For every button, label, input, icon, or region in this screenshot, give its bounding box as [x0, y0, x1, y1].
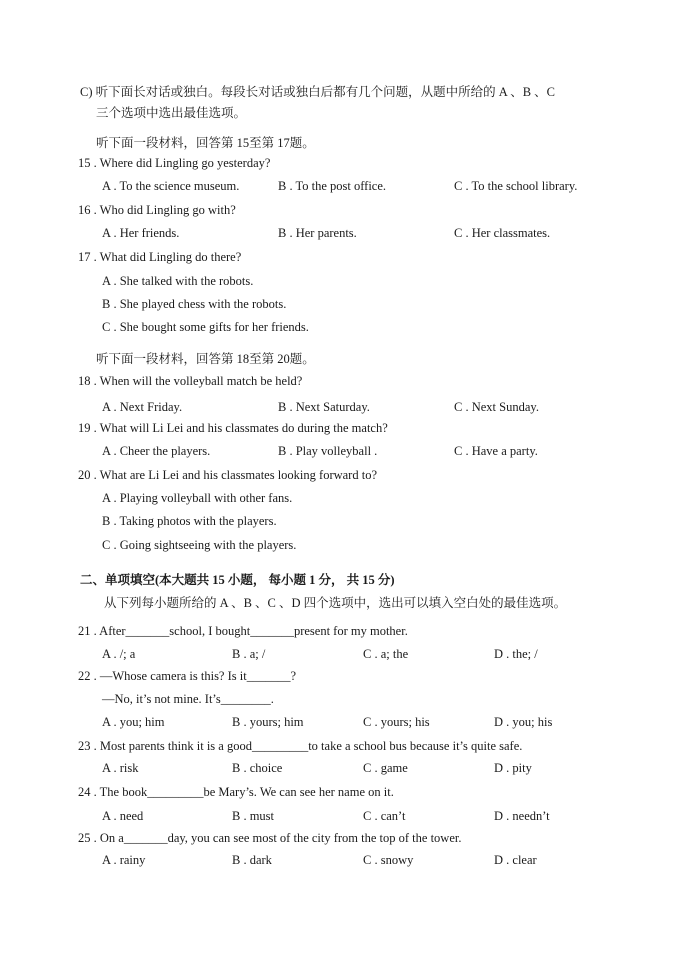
q19-option-a: A . Cheer the players. [102, 444, 211, 458]
question-20: 20 . What are Li Lei and his classmates looking forward to? [78, 468, 377, 482]
q21-option-c: C . a; the [363, 647, 409, 661]
question-18: 18 . When will the volleyball match be held? [78, 374, 303, 388]
question-22: 22 . —Whose camera is this? Is it_______? [78, 669, 297, 683]
q20-option-b: B . Taking photos with the players. [102, 514, 277, 528]
question-15: 15 . Where did Lingling go yesterday? [78, 156, 271, 170]
q19-option-c: C . Have a party. [454, 444, 538, 458]
section-c-line2: 三个选项中选出最佳选项。 [96, 106, 247, 120]
q23-option-c: C . game [363, 761, 408, 775]
q15-option-c: C . To the school library. [454, 179, 578, 193]
q20-option-a: A . Playing volleyball with other fans. [102, 491, 293, 505]
q25-option-c: C . snowy [363, 853, 414, 867]
question-22-reply: —No, it’s not mine. It’s________. [102, 692, 274, 706]
question-25: 25 . On a_______day, you can see most of the city from the top of the tower. [78, 831, 462, 845]
q19-option-b: B . Play volleyball . [278, 444, 378, 458]
listening-instruction-18-20: 听下面一段材料，回答第 18至第 20题。 [96, 352, 315, 366]
q25-option-d: D . clear [494, 853, 537, 867]
q23-option-b: B . choice [232, 761, 283, 775]
q15-option-a: A . To the science museum. [102, 179, 240, 193]
q23-option-a: A . risk [102, 761, 139, 775]
question-21: 21 . After_______school, I bought_______present for my mother. [78, 624, 408, 638]
q16-option-c: C . Her classmates. [454, 226, 551, 240]
q24-option-d: D . needn’t [494, 809, 550, 823]
q22-option-b: B . yours; him [232, 715, 304, 729]
question-23: 23 . Most parents think it is a good_________to take a school bus because it’s quite safe. [78, 739, 523, 753]
q20-option-c: C . Going sightseeing with the players. [102, 538, 297, 552]
q18-option-a: A . Next Friday. [102, 400, 183, 414]
q17-option-a: A . She talked with the robots. [102, 274, 254, 288]
q21-option-a: A . /; a [102, 647, 136, 661]
q24-option-a: A . need [102, 809, 144, 823]
question-17: 17 . What did Lingling do there? [78, 250, 242, 264]
q16-option-b: B . Her parents. [278, 226, 357, 240]
q24-option-c: C . can’t [363, 809, 406, 823]
q18-option-b: B . Next Saturday. [278, 400, 370, 414]
q16-option-a: A . Her friends. [102, 226, 180, 240]
q22-option-d: D . you; his [494, 715, 553, 729]
question-24: 24 . The book_________be Mary’s. We can see her name on it. [78, 785, 394, 799]
section-2-instruction: 从下列每小题所给的 A 、B 、C 、D 四个选项中，选出可以填入空白处的最佳选项。 [104, 596, 567, 610]
section-2-title: 二、单项填空(本大题共 15 小题， 每小题 1 分， 共 15 分) [80, 573, 395, 587]
q22-option-c: C . yours; his [363, 715, 430, 729]
q21-option-b: B . a; / [232, 647, 266, 661]
q21-option-d: D . the; / [494, 647, 538, 661]
listening-instruction-15-17: 听下面一段材料，回答第 15至第 17题。 [96, 136, 315, 150]
question-16: 16 . Who did Lingling go with? [78, 203, 236, 217]
q17-option-c: C . She bought some gifts for her friends. [102, 320, 309, 334]
q18-option-c: C . Next Sunday. [454, 400, 539, 414]
q23-option-d: D . pity [494, 761, 532, 775]
q24-option-b: B . must [232, 809, 275, 823]
q25-option-a: A . rainy [102, 853, 146, 867]
q15-option-b: B . To the post office. [278, 179, 387, 193]
q25-option-b: B . dark [232, 853, 272, 867]
q22-option-a: A . you; him [102, 715, 165, 729]
q17-option-b: B . She played chess with the robots. [102, 297, 287, 311]
section-c-line1: C) 听下面长对话或独白。每段长对话或独白后都有几个问题，从题中所给的 A 、B 、C [80, 85, 556, 99]
question-19: 19 . What will Li Lei and his classmates do during the match? [78, 421, 388, 435]
